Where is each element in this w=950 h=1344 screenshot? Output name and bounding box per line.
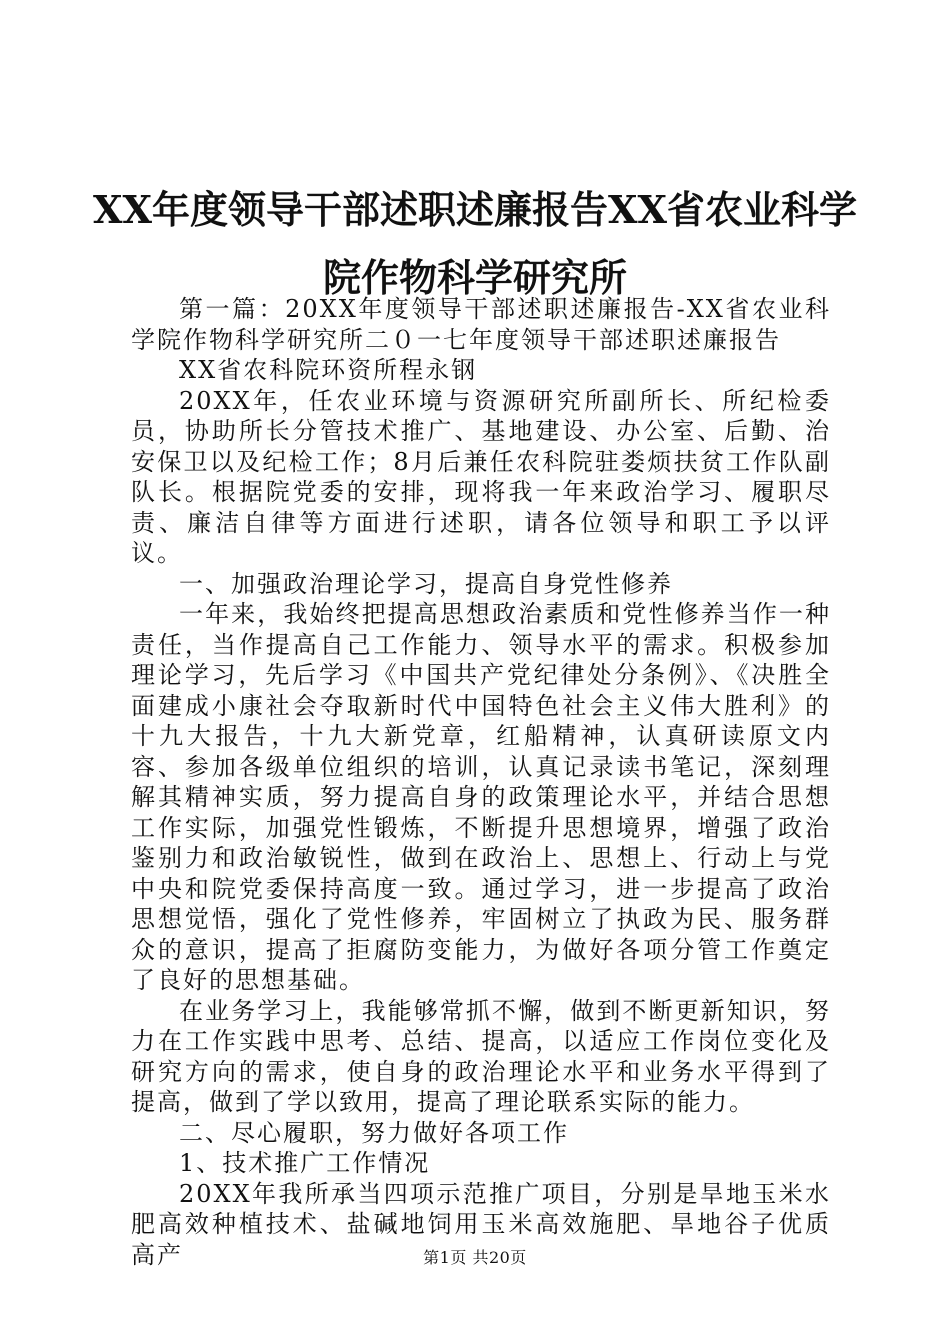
document-body <box>131 294 831 1270</box>
paragraph: 第一篇：20XX年度领导干部述职述廉报告-XX省农业科学院作物科学研究所二０一七年度领导干部述职述廉报告 <box>131 295 831 354</box>
title-line-1: XX年度领导干部述职述廉报告XX省农业科学 <box>93 187 857 232</box>
title-line-2: 院作物科学研究所 <box>322 255 627 300</box>
paragraph: XX省农科院环资所程永钢 <box>179 356 478 384</box>
paragraph: 20XX年，任农业环境与资源研究所副所长、所纪检委员，协助所长分管技术推广、基地建设、办公室、后勤、治安保卫以及纪检工作；8月后兼任农科院驻娄烦扶贫工作队副队长。根据院党委的安排，现将我一年来政治学习、履职尽责、廉洁自律等方面进行述职，请各位领导和职工予以评议。 <box>131 386 831 567</box>
page-number-footer: 第1页 共20页 <box>423 1248 527 1267</box>
paragraph: 一年来，我始终把提高思想政治素质和党性修养当作一种责任，当作提高自己工作能力、领导水平的需求。积极参加理论学习，先后学习《中国共产党纪律处分条例》、《决胜全面建成小康社会夺取新时代中国特色社会主义伟大胜利》的十九大报告，十九大新党章，红船精神，认真研读原文内容、参加各级单位组织的培训，认真记录读书笔记，深刻理解其精神实质，努力提高自身的政策理论水平，并结合思想工作实际，加强党性锻炼，不断提升思想境界，增强了政治鉴别力和政治敏锐性，做到在政治上、思想上、行动上与党中央和院党委保持高度一致。通过学习，进一步提高了政治思想觉悟，强化了党性修养，牢固树立了执政为民、服务群众的意识，提高了拒腐防变能力，为做好各项分管工作奠定了良好的思想基础。 <box>131 600 831 994</box>
paragraph: 在业务学习上，我能够常抓不懈，做到不断更新知识，努力在工作实践中思考、总结、提高，以适应工作岗位变化及研究方向的需求，使自身的政治理论水平和业务水平得到了提高，做到了学以致用，提高了理论联系实际的能力。 <box>131 996 831 1116</box>
paragraph: 20XX年我所承当四项示范推广项目，分别是旱地玉米水肥高效种植技术、盐碱地饲用玉米高效施肥、旱地谷子优质高产 <box>131 1179 831 1269</box>
section-heading: 一、加强政治理论学习，提高自身党性修养 <box>179 569 673 598</box>
subsection-heading: 1、技术推广工作情况 <box>179 1149 431 1177</box>
document-title <box>90 176 860 312</box>
section-heading: 二、尽心履职，努力做好各项工作 <box>179 1118 569 1147</box>
